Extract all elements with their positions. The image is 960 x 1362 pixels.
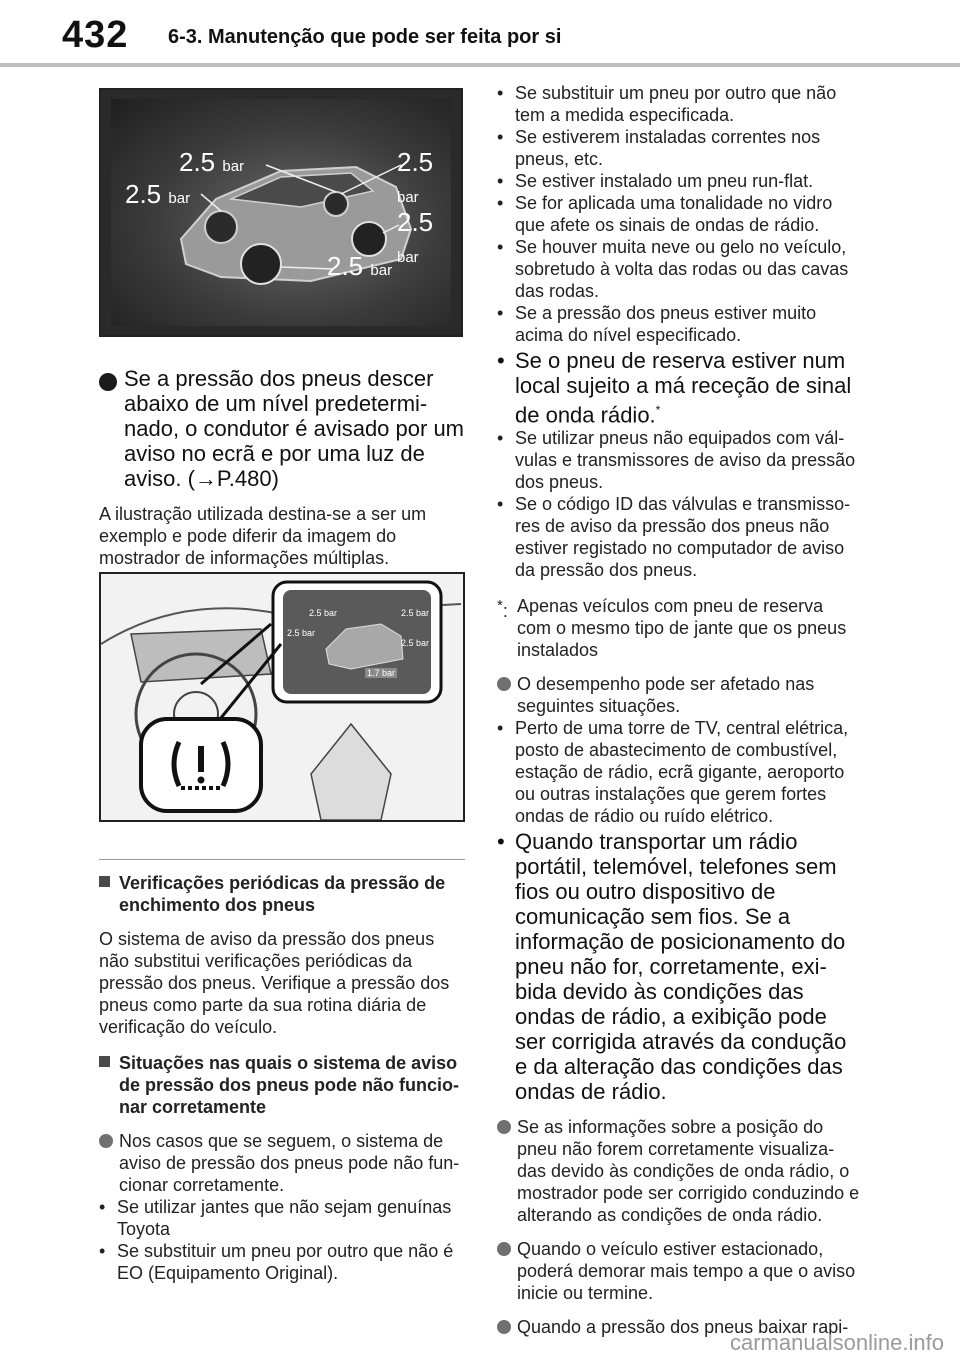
pressure-front-right: 2.5 bar (397, 147, 434, 206)
list-item: • Perto de uma torre de TV, central elétrica, posto de abastecimento de combustível, estação de rádio, ecrã gigante, aeroporto ou outras instalações que gerem fortes ondas de rádio ou ruído elétrico. (497, 718, 849, 827)
page-number: 432 (62, 14, 129, 56)
bullet-dot-icon (497, 1320, 511, 1334)
bullet-dot-icon (99, 1134, 113, 1148)
intro-bullet: Se a pressão dos pneus descer abaixo de um nível predetermi-nado, o condutor é avisado por um aviso no ecrã e por uma luz de aviso. (→P.480) (99, 366, 464, 491)
list-item: • Se o código ID das válvulas e transmisso-res de aviso da pressão dos pneus não estiver registado no computador de aviso da pressão dos pneus. (497, 494, 851, 581)
watermark: carmanualsonline.info (729, 1330, 944, 1355)
list-item-spare-tire: • Se o pneu de reserva estiver num local sujeito a má receção de sinal de onda rádio.* (497, 348, 852, 428)
header-rule (0, 63, 960, 67)
list-item-portable-radio: • Quando transportar um rádio portátil, telemóvel, telefones sem fios ou outro dispositivo de comunicação sem fios. Se a informação de posicionamento do pneu não for, corretamente, exi-bida devido às condições das ondas de rádio, a exibição pode ser corrigida através da condução e da alteração das condições das ondas de rádio. (497, 829, 847, 1105)
page-header (0, 0, 960, 66)
footnote: *: Apenas veículos com pneu de reserva com o mesmo tipo de jante que os pneus instalados (497, 596, 847, 661)
mini-pressure-low: 1.7 bar (367, 668, 396, 678)
mini-pressure-front-right: 2.5 bar (401, 608, 430, 618)
position-bullet: Se as informações sobre a posição do pneu não forem corretamente visualiza-das devido às condições de onda rádio, o mostrador pode ser corrigido conduzindo e alterando as condições de onda rádio. (497, 1116, 862, 1226)
list-item: • Se houver muita neve ou gelo no veículo, sobretudo à volta das rodas ou das cavas das rodas. (497, 237, 849, 301)
malfunction-bullet: Nos casos que se seguem, o sistema de aviso de pressão dos pneus pode não fun-cionar corretamente. (99, 1130, 467, 1196)
list-item: • Se substituir um pneu por outro que não tem a medida especificada. (497, 83, 837, 125)
mini-pressure-front-left: 2.5 bar (309, 608, 338, 618)
bullet-dot-icon (99, 373, 117, 391)
list-item: • Se a pressão dos pneus estiver muito acima do nível especificado. (497, 303, 817, 345)
left-column-lower (99, 872, 467, 1284)
right-column (497, 82, 862, 1338)
mini-pressure-rear-left: 2.5 bar (287, 628, 316, 638)
square-bullet-icon (99, 876, 110, 887)
display-background (111, 99, 451, 326)
list-item: • Se substituir um pneu por outro que não é EO (Equipamento Original). (99, 1241, 454, 1283)
periodic-checks-text: O sistema de aviso da pressão dos pneus não substitui verificações periódicas da pressão dos pneus. Verifique a pressão dos pneus como parte da sua rotina diária de verificação do veículo. (99, 929, 450, 1037)
section-heading-malfunction: Situações nas quais o sistema de aviso de pressão dos pneus pode não funcio-nar corretamente (99, 1052, 467, 1118)
list-item: • Se for aplicada uma tonalidade no vidro que afete os sinais de ondas de rádio. (497, 193, 833, 235)
parked-bullet: Quando o veículo estiver estacionado, poderá demorar mais tempo a que o aviso inicie ou termine. (497, 1238, 862, 1304)
list-item: • Se utilizar jantes que não sejam genuínas Toyota (99, 1197, 452, 1239)
pressure-spare: 2.5 bar (327, 251, 393, 281)
section-divider (99, 859, 465, 860)
list-item: • Se utilizar pneus não equipados com vál-vulas e transmissores de aviso da pressão dos pneus. (497, 428, 856, 493)
left-column (99, 366, 464, 569)
bullet-dot-icon (497, 677, 511, 691)
tire-pressure-display-figure (99, 88, 463, 337)
bullet-dot-icon (497, 1120, 511, 1134)
rapid-drop-bullet: Quando a pressão dos pneus baixar rapi- (497, 1316, 862, 1338)
pressure-rear-left: 2.5 bar (125, 179, 191, 209)
mini-pressure-rear-right: 2.5 bar (401, 638, 430, 648)
pressure-rear-right: 2.5 bar (397, 207, 434, 266)
pressure-front-left: 2.5 bar (179, 147, 245, 177)
bullet-dot-icon (497, 1242, 511, 1256)
illustration-note: A ilustração utilizada destina-se a ser um exemplo e pode diferir da imagem do mostrador de informações múltiplas. (99, 504, 427, 568)
square-bullet-icon (99, 1056, 110, 1067)
list-item: • Se estiverem instaladas correntes nos pneus, etc. (497, 127, 821, 169)
section-heading-periodic-checks: Verificações periódicas da pressão de enchimento dos pneus (99, 872, 467, 916)
dashboard-warning-figure (99, 572, 465, 822)
section-title: 6-3. Manutenção que pode ser feita por si (168, 26, 562, 48)
list-item: • Se estiver instalado um pneu run-flat. (497, 171, 814, 191)
performance-bullet: O desempenho pode ser afetado nas seguintes situações. (497, 673, 862, 717)
